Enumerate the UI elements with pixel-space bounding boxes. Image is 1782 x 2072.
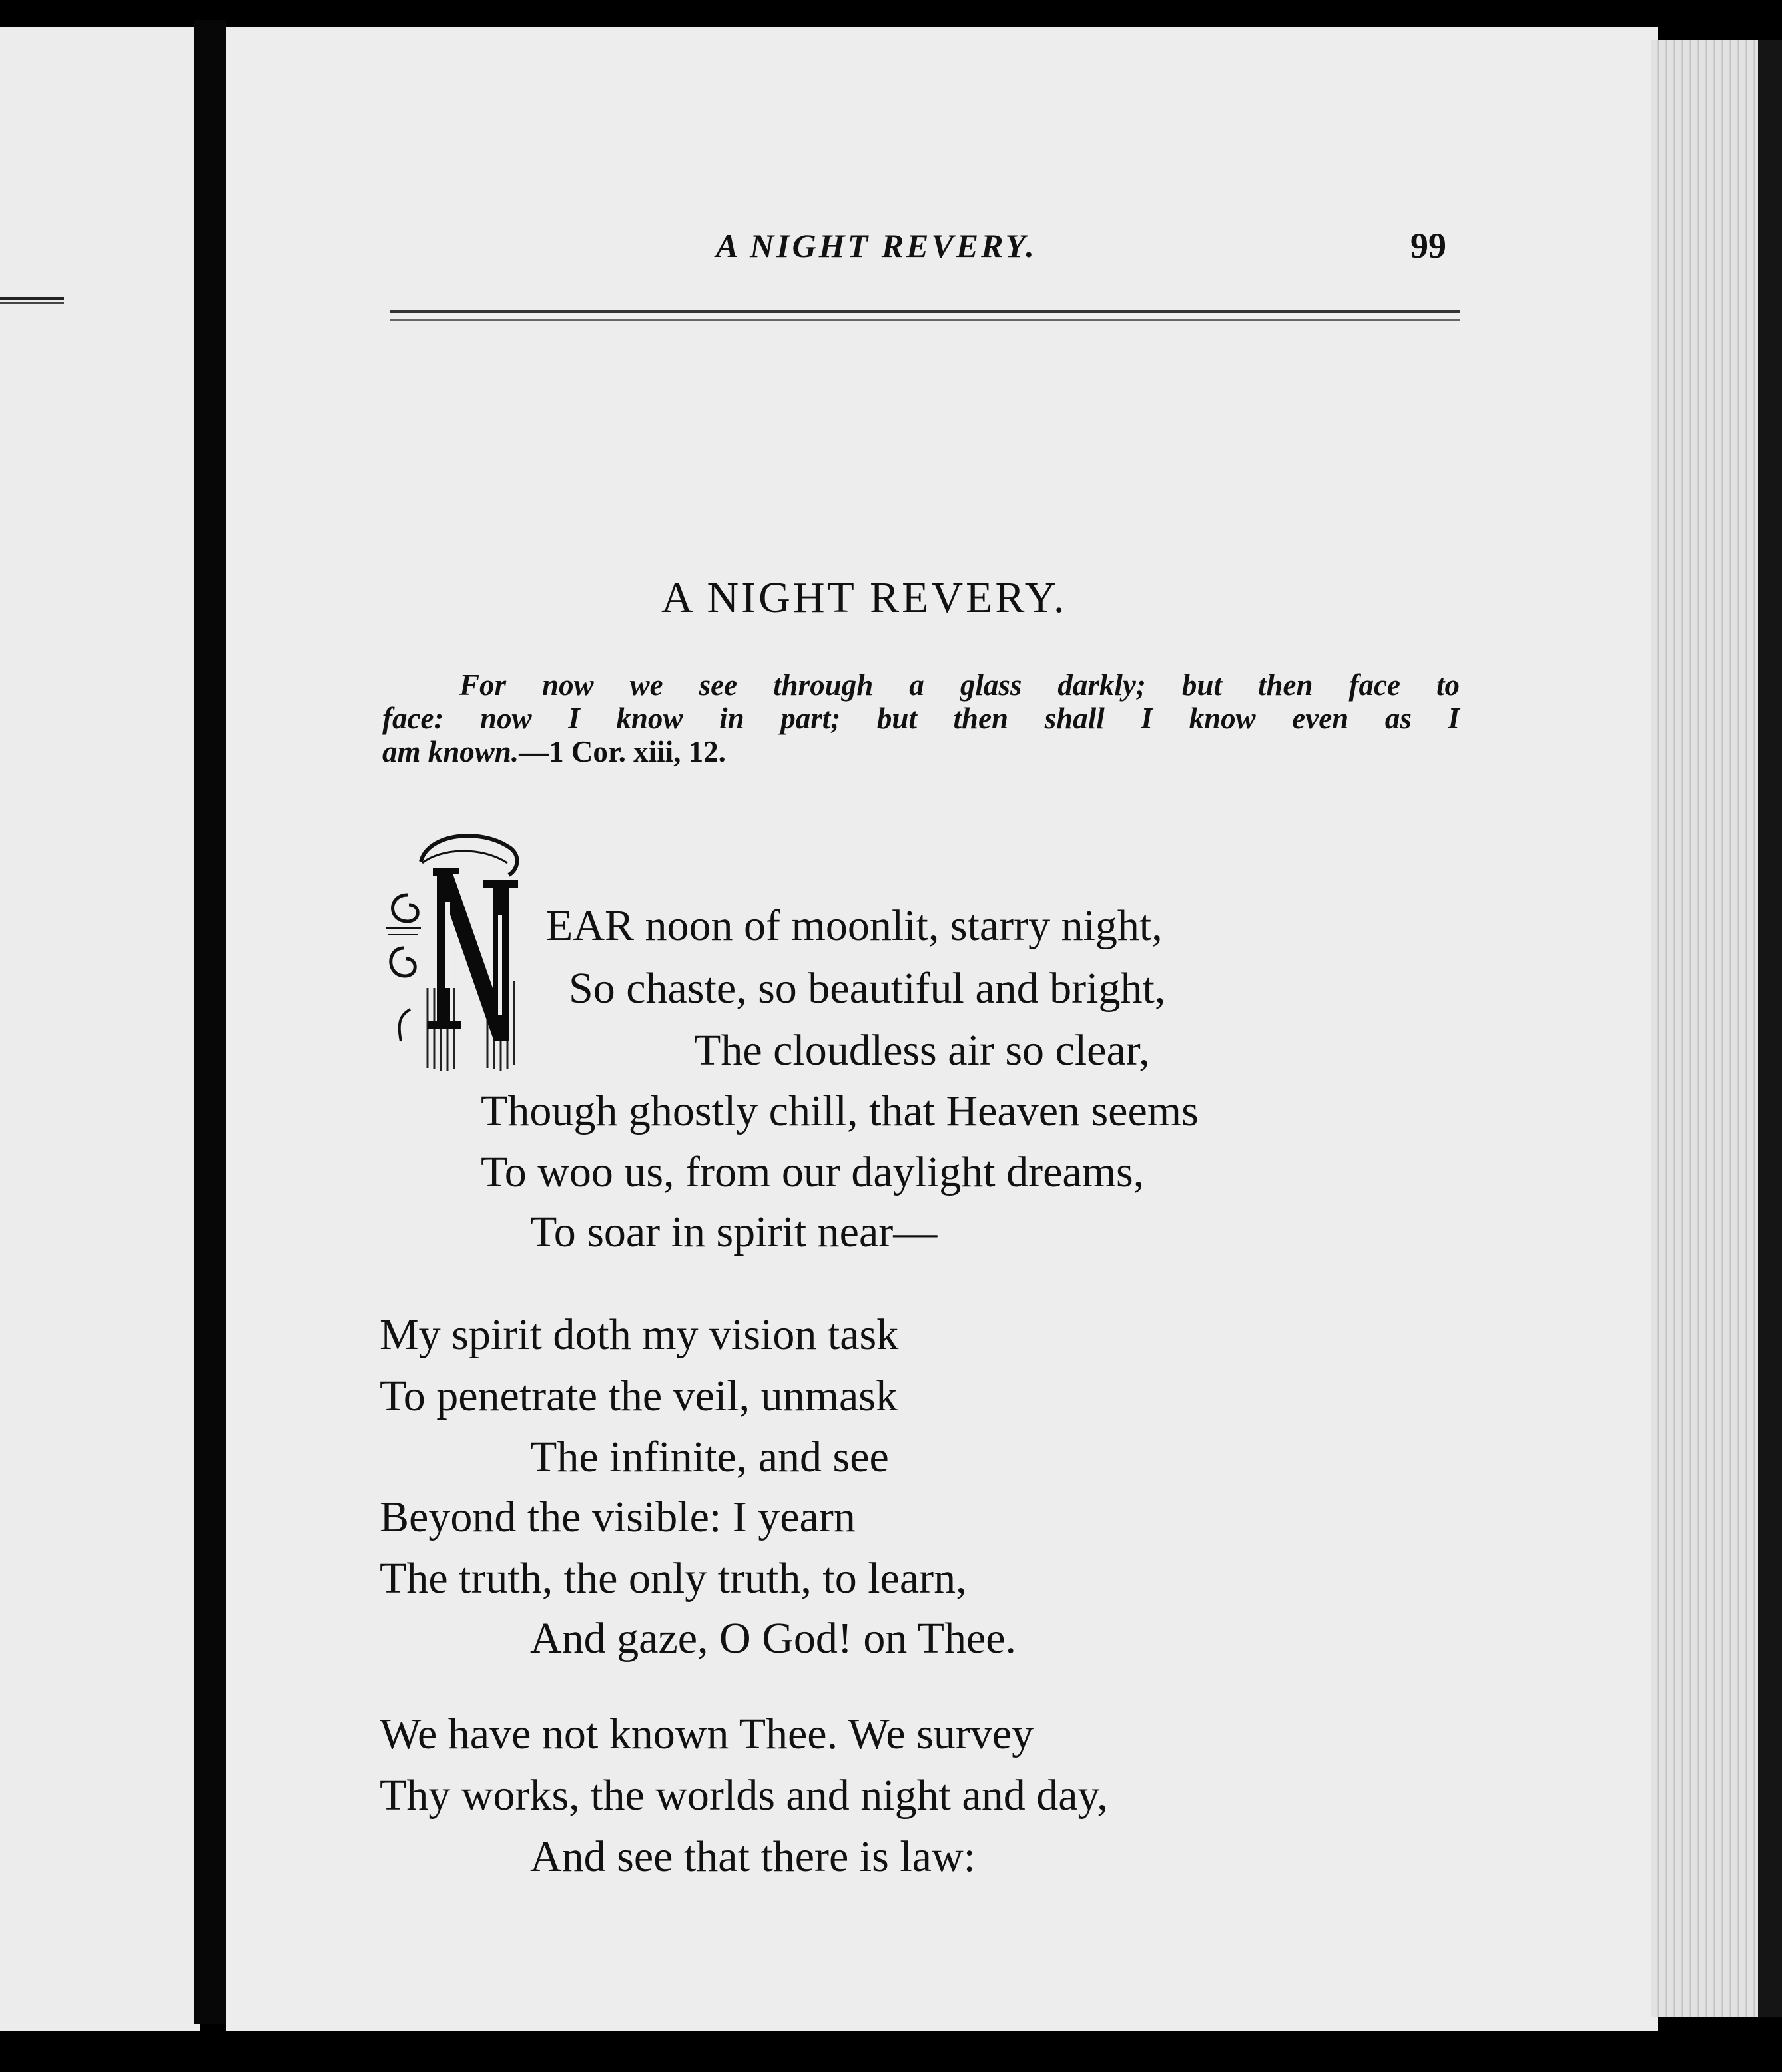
epigraph-line: For now we see through a glass darkly; but then face to <box>459 668 1460 702</box>
verse-line: To woo us, from our daylight dreams, <box>481 1148 1145 1196</box>
verse-line: The cloudless air so clear, <box>694 1026 1150 1075</box>
verse-line: To soar in spirit near— <box>530 1208 938 1256</box>
page-stack-shadow <box>1758 40 1782 2017</box>
poem-title: A NIGHT REVERY. <box>661 573 1067 622</box>
previous-page-rule <box>0 297 64 304</box>
epigraph-citation: —1 Cor. xiii, 12. <box>519 735 726 768</box>
verse-line: And gaze, O God! on Thee. <box>530 1614 1017 1663</box>
verse-line: The truth, the only truth, to learn, <box>380 1554 967 1603</box>
verse-line: So chaste, so beautiful and bright, <box>569 964 1166 1013</box>
running-head-title: A NIGHT REVERY. <box>716 227 1037 264</box>
epigraph-line: am known. <box>382 735 519 768</box>
header-rule <box>390 310 1460 321</box>
book-gutter <box>194 20 226 2024</box>
verse-line: EAR noon of moonlit, starry night, <box>546 902 1163 950</box>
epigraph-line: face: now I know in part; but then shall I know even as I <box>382 702 1460 735</box>
verse-line: To penetrate the veil, unmask <box>380 1372 898 1420</box>
verse-line: We have not known Thee. We survey <box>380 1710 1034 1758</box>
verse-line: Though ghostly chill, that Heaven seems <box>481 1087 1199 1135</box>
epigraph-last-line <box>382 735 1460 768</box>
verse-line: The infinite, and see <box>530 1433 889 1481</box>
verse-line: And see that there is law: <box>530 1832 976 1881</box>
page-number: 99 <box>1410 226 1446 266</box>
previous-page-edge <box>0 27 200 2031</box>
ornamental-drop-cap-n-icon <box>381 822 547 1075</box>
verse-line: Thy works, the worlds and night and day, <box>380 1771 1108 1820</box>
verse-line: My spirit doth my vision task <box>380 1310 899 1359</box>
epigraph <box>382 668 1460 768</box>
verse-line: Beyond the visible: I yearn <box>380 1493 856 1541</box>
